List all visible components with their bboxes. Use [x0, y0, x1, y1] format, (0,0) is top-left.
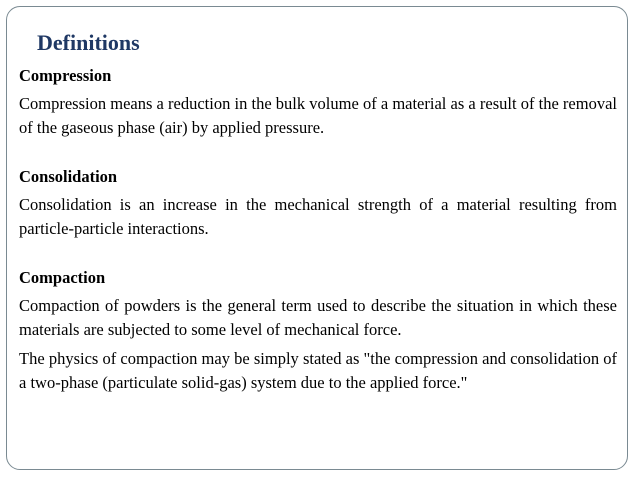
- definition-text: Compaction of powders is the general term used to describe the situation in which these materials are subjected to some level of mechanical force.: [19, 296, 617, 339]
- definition-compaction: [19, 266, 617, 395]
- definition-consolidation: [19, 165, 617, 241]
- term-heading: Compression: [19, 66, 112, 85]
- slide-content: [19, 64, 617, 420]
- definition-compression: [19, 64, 617, 140]
- definition-text: The physics of compaction may be simply stated as "the compression and consolidation of a two-phase (particulate solid-gas) system due to the applied force.": [19, 349, 617, 392]
- slide-title: Definitions: [37, 30, 140, 55]
- definition-text: Consolidation is an increase in the mechanical strength of a material resulting from particle-particle interactions.: [19, 195, 617, 238]
- term-heading: Consolidation: [19, 167, 118, 186]
- definition-text: Compression means a reduction in the bulk volume of a material as a result of the removal of the gaseous phase (air) by applied pressure.: [19, 94, 617, 137]
- term-heading: Compaction: [19, 268, 106, 287]
